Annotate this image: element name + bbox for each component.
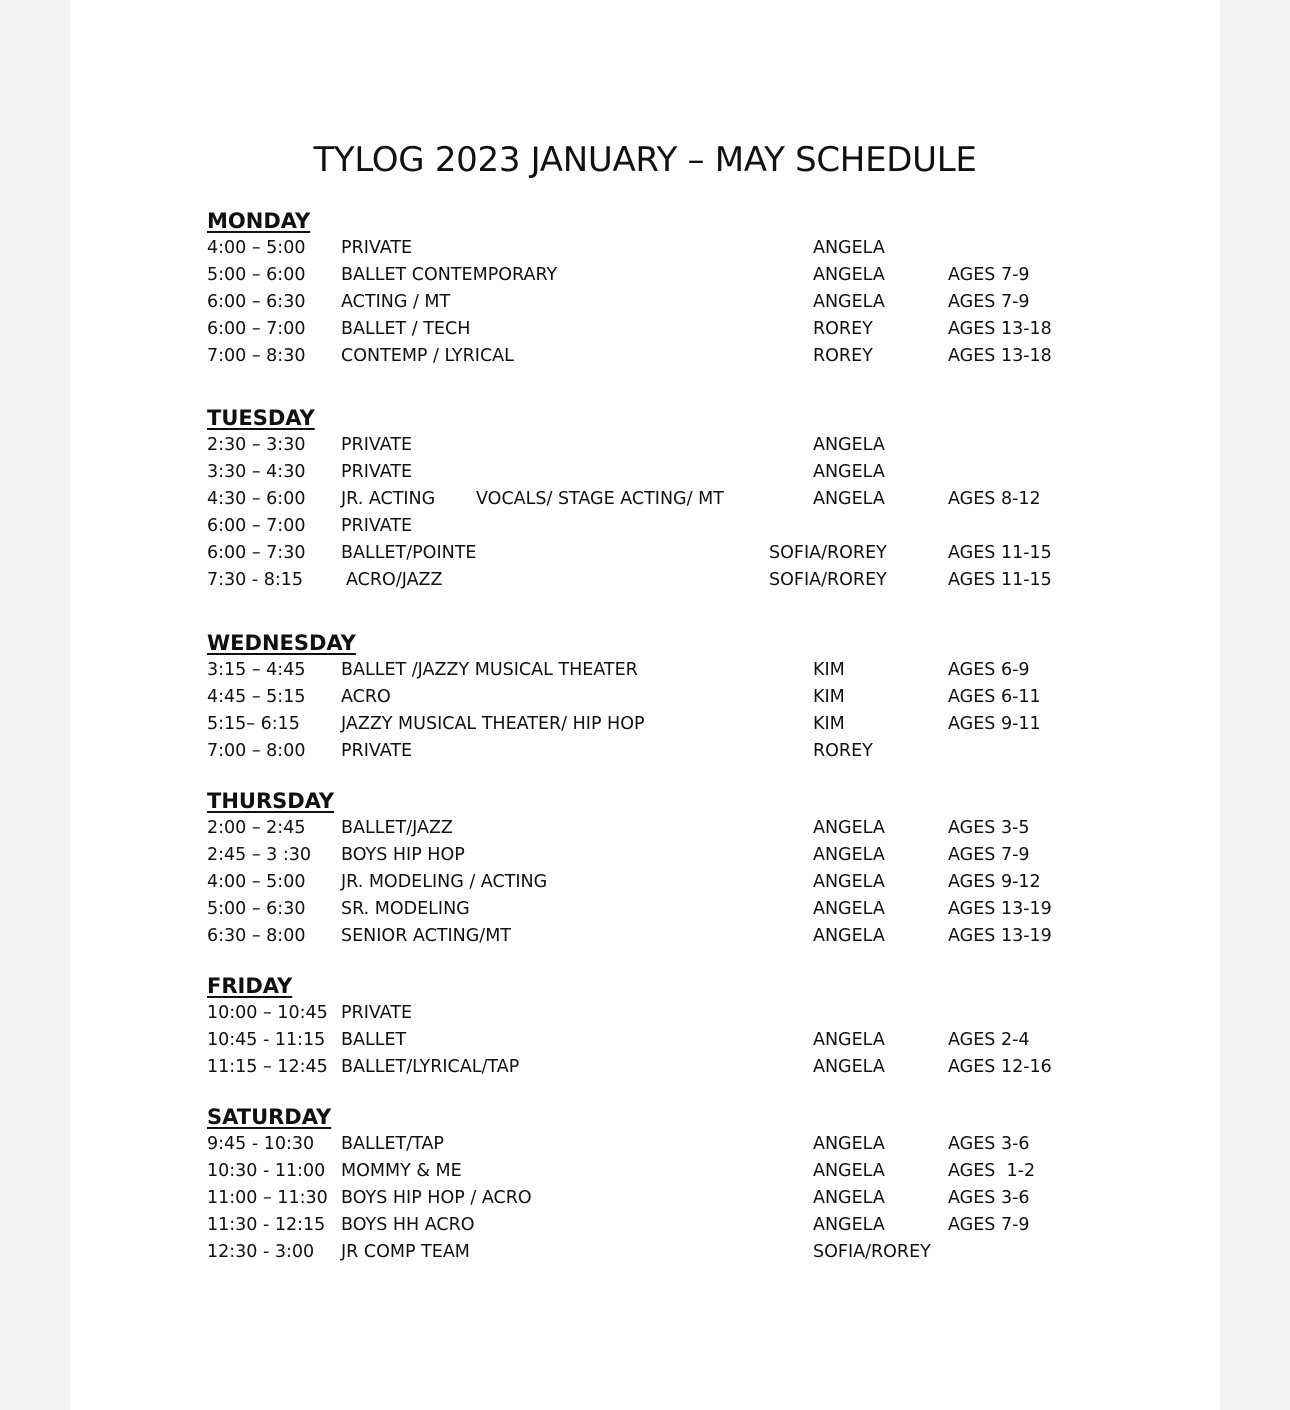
day-section-thursday: [207, 787, 1107, 950]
row-time: 4:00 – 5:00: [207, 238, 306, 258]
row-teacher: ANGELA: [813, 818, 885, 838]
row-ages: AGES 12-16: [948, 1057, 1052, 1077]
row-time: 6:00 – 7:30: [207, 543, 306, 563]
row-class: BOYS HIP HOP / ACRO: [341, 1188, 532, 1208]
row-teacher: ANGELA: [813, 845, 885, 865]
schedule-row: [207, 343, 1107, 370]
schedule-row: [207, 486, 1107, 513]
row-ages: AGES 13-19: [948, 926, 1052, 946]
row-teacher: ANGELA: [813, 899, 885, 919]
row-time: 5:00 – 6:00: [207, 265, 306, 285]
row-ages: AGES 11-15: [948, 570, 1052, 590]
row-teacher: ANGELA: [813, 1057, 885, 1077]
row-teacher: ROREY: [813, 319, 873, 339]
row-class: BOYS HIP HOP: [341, 845, 465, 865]
row-ages: AGES 1-2: [948, 1161, 1036, 1181]
schedule-row: [207, 289, 1107, 316]
schedule-row: [207, 896, 1107, 923]
row-class: MOMMY & ME: [341, 1161, 462, 1181]
row-class: BALLET /JAZZY MUSICAL THEATER: [341, 660, 638, 680]
row-time: 6:00 – 7:00: [207, 319, 306, 339]
schedule-row: [207, 711, 1107, 738]
schedule-row: [207, 1000, 1107, 1027]
row-time: 10:00 – 10:45: [207, 1003, 328, 1023]
schedule-row: [207, 1185, 1107, 1212]
schedule-row: [207, 869, 1107, 896]
row-ages: AGES 13-18: [948, 346, 1052, 366]
row-time: 2:30 – 3:30: [207, 435, 306, 455]
row-ages: AGES 9-11: [948, 714, 1041, 734]
day-heading: MONDAY: [207, 209, 311, 233]
schedule-row: [207, 738, 1107, 765]
schedule-row: [207, 513, 1107, 540]
row-teacher: ANGELA: [813, 1188, 885, 1208]
day-heading: TUESDAY: [207, 406, 315, 430]
row-teacher: ANGELA: [813, 292, 885, 312]
row-time: 4:30 – 6:00: [207, 489, 306, 509]
day-section-tuesday: [207, 404, 1107, 594]
schedule-row: [207, 657, 1107, 684]
row-class: PRIVATE: [341, 462, 413, 482]
schedule-row: [207, 262, 1107, 289]
row-time: 12:30 - 3:00: [207, 1242, 315, 1262]
row-ages: AGES 11-15: [948, 543, 1052, 563]
schedule-row: [207, 459, 1107, 486]
schedule-row: [207, 1131, 1107, 1158]
row-teacher: ANGELA: [813, 1161, 885, 1181]
row-time: 11:15 – 12:45: [207, 1057, 328, 1077]
row-time: 10:30 - 11:00: [207, 1161, 326, 1181]
row-teacher: SOFIA/ROREY: [813, 1242, 931, 1262]
row-class: BALLET/TAP: [341, 1134, 444, 1154]
day-section-saturday: [207, 1103, 1107, 1266]
row-teacher: ANGELA: [813, 1030, 885, 1050]
row-ages: AGES 7-9: [948, 292, 1030, 312]
row-time: 3:30 – 4:30: [207, 462, 306, 482]
row-time: 11:30 - 12:15: [207, 1215, 326, 1235]
row-teacher: ANGELA: [813, 238, 885, 258]
row-class: JAZZY MUSICAL THEATER/ HIP HOP: [341, 714, 645, 734]
row-time: 6:00 – 6:30: [207, 292, 306, 312]
schedule-row: [207, 316, 1107, 343]
row-ages: AGES 3-6: [948, 1134, 1030, 1154]
row-time: 7:00 – 8:30: [207, 346, 306, 366]
row-time: 5:00 – 6:30: [207, 899, 306, 919]
day-heading: FRIDAY: [207, 974, 293, 998]
row-class: PRIVATE: [341, 741, 413, 761]
row-class: PRIVATE: [341, 1003, 413, 1023]
row-class: JR. ACTING: [341, 489, 436, 509]
schedule-row: [207, 842, 1107, 869]
row-time: 10:45 - 11:15: [207, 1030, 326, 1050]
schedule-row: [207, 815, 1107, 842]
row-class: ACRO/JAZZ: [346, 570, 443, 590]
row-class: PRIVATE: [341, 435, 413, 455]
row-teacher: ROREY: [813, 741, 873, 761]
row-teacher: ANGELA: [813, 872, 885, 892]
row-time: 9:45 - 10:30: [207, 1134, 315, 1154]
row-class: JR. MODELING / ACTING: [341, 872, 548, 892]
row-teacher: SOFIA/ROREY: [769, 543, 887, 563]
row-ages: AGES 6-9: [948, 660, 1030, 680]
row-ages: AGES 3-5: [948, 818, 1030, 838]
row-class: ACTING / MT: [341, 292, 451, 312]
row-time: 7:00 – 8:00: [207, 741, 306, 761]
schedule-row: [207, 684, 1107, 711]
row-ages: AGES 13-19: [948, 899, 1052, 919]
row-ages: AGES 7-9: [948, 265, 1030, 285]
row-time: 7:30 - 8:15: [207, 570, 304, 590]
row-class: BALLET/POINTE: [341, 543, 477, 563]
row-class: PRIVATE: [341, 238, 413, 258]
row-teacher: ANGELA: [813, 1134, 885, 1154]
day-heading: THURSDAY: [207, 789, 335, 813]
row-class: PRIVATE: [341, 516, 413, 536]
day-section-friday: [207, 972, 1107, 1081]
row-teacher: KIM: [813, 687, 845, 707]
row-teacher: KIM: [813, 660, 845, 680]
day-heading: WEDNESDAY: [207, 631, 356, 655]
row-class: BOYS HH ACRO: [341, 1215, 475, 1235]
day-section-wednesday: [207, 629, 1107, 765]
row-teacher: ANGELA: [813, 462, 885, 482]
row-time: 6:00 – 7:00: [207, 516, 306, 536]
row-teacher: ROREY: [813, 346, 873, 366]
schedule-row: [207, 432, 1107, 459]
row-ages: AGES 6-11: [948, 687, 1041, 707]
row-extra: VOCALS/ STAGE ACTING/ MT: [476, 489, 724, 509]
row-time: 5:15– 6:15: [207, 714, 300, 734]
schedule-row: [207, 567, 1107, 594]
row-class: BALLET/JAZZ: [341, 818, 453, 838]
row-class: BALLET CONTEMPORARY: [341, 265, 558, 285]
row-teacher: ANGELA: [813, 489, 885, 509]
schedule-row: [207, 540, 1107, 567]
row-time: 2:00 – 2:45: [207, 818, 306, 838]
row-teacher: SOFIA/ROREY: [769, 570, 887, 590]
schedule-row: [207, 1239, 1107, 1266]
row-ages: AGES 3-6: [948, 1188, 1030, 1208]
day-heading: SATURDAY: [207, 1105, 332, 1129]
row-ages: AGES 9-12: [948, 872, 1041, 892]
row-ages: AGES 8-12: [948, 489, 1041, 509]
row-teacher: ANGELA: [813, 265, 885, 285]
row-time: 4:45 – 5:15: [207, 687, 306, 707]
row-ages: AGES 13-18: [948, 319, 1052, 339]
row-ages: AGES 2-4: [948, 1030, 1030, 1050]
document-title: TYLOG 2023 JANUARY – MAY SCHEDULE: [313, 140, 977, 180]
schedule-row: [207, 1054, 1107, 1081]
schedule-row: [207, 1027, 1107, 1054]
day-section-monday: [207, 207, 1107, 370]
row-time: 2:45 – 3 :30: [207, 845, 312, 865]
schedule-row: [207, 923, 1107, 950]
row-teacher: ANGELA: [813, 1215, 885, 1235]
row-ages: AGES 7-9: [948, 845, 1030, 865]
row-ages: AGES 7-9: [948, 1215, 1030, 1235]
row-time: 6:30 – 8:00: [207, 926, 306, 946]
row-time: 3:15 – 4:45: [207, 660, 306, 680]
schedule-row: [207, 1158, 1107, 1185]
row-class: ACRO: [341, 687, 391, 707]
row-teacher: ANGELA: [813, 926, 885, 946]
row-class: SENIOR ACTING/MT: [341, 926, 511, 946]
row-class: SR. MODELING: [341, 899, 470, 919]
row-teacher: ANGELA: [813, 435, 885, 455]
row-class: BALLET/LYRICAL/TAP: [341, 1057, 520, 1077]
row-class: BALLET / TECH: [341, 319, 471, 339]
row-teacher: KIM: [813, 714, 845, 734]
row-class: CONTEMP / LYRICAL: [341, 346, 514, 366]
schedule-row: [207, 235, 1107, 262]
row-time: 4:00 – 5:00: [207, 872, 306, 892]
row-time: 11:00 – 11:30: [207, 1188, 328, 1208]
schedule-row: [207, 1212, 1107, 1239]
row-class: JR COMP TEAM: [341, 1242, 470, 1262]
row-class: BALLET: [341, 1030, 407, 1050]
